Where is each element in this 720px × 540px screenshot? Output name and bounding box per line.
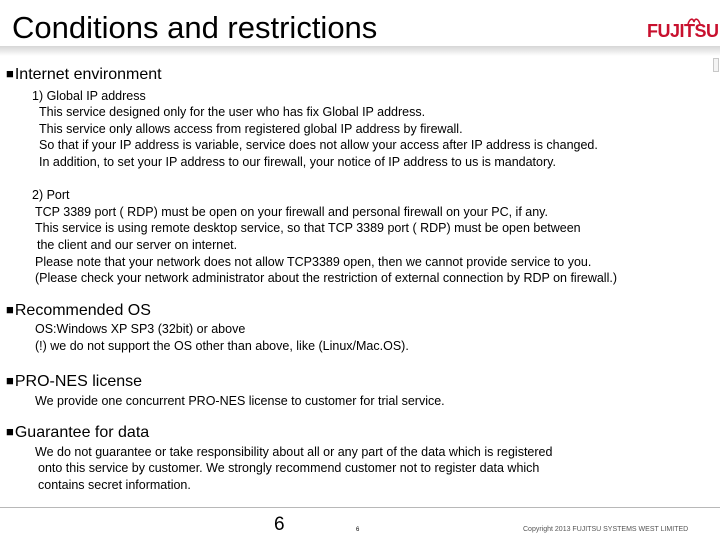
body-line: This service only allows access from registered global IP address by firewall. <box>39 122 463 136</box>
section-heading-label: Guarantee for data <box>14 424 150 441</box>
body-line: So that if your IP address is variable, service does not allow your access after IP address is changed. <box>39 138 598 152</box>
body-line: contains secret information. <box>38 478 191 492</box>
section-heading-guarantee <box>6 424 149 442</box>
footer-divider <box>0 507 720 508</box>
page-number: 6 <box>274 514 285 535</box>
fujitsu-logo <box>647 18 719 44</box>
square-bullet-icon: ■ <box>6 373 14 388</box>
section-heading-os <box>6 302 151 320</box>
body-line: This service is using remote desktop service, so that TCP 3389 port ( RDP) must be open between <box>35 221 581 235</box>
square-bullet-icon: ■ <box>6 66 14 81</box>
section-heading-internet <box>6 66 162 84</box>
square-bullet-icon: ■ <box>6 424 14 439</box>
body-line: 2) Port <box>32 188 70 202</box>
section-heading-license <box>6 373 142 391</box>
body-line: We do not guarantee or take responsibility about all or any part of the data which is registered <box>35 445 553 459</box>
scrollbar-thumb[interactable] <box>713 58 719 72</box>
logo-infinity-mark <box>687 18 701 26</box>
scrollbar[interactable] <box>712 58 720 498</box>
body-line: We provide one concurrent PRO-NES license to customer for trial service. <box>35 394 445 408</box>
title-divider <box>0 46 720 56</box>
body-line: 1) Global IP address <box>32 89 146 103</box>
body-line: Please note that your network does not allow TCP3389 open, then we cannot provide service to you. <box>35 255 592 269</box>
logo-text: FUJITSU <box>647 21 719 41</box>
body-line: In addition, to set your IP address to our firewall, your notice of IP address to us is mandatory. <box>39 155 556 169</box>
body-line: onto this service by customer. We strongly recommend customer not to register data which <box>38 461 540 475</box>
body-line: TCP 3389 port ( RDP) must be open on your firewall and personal firewall on your PC, if any. <box>35 205 548 219</box>
page-number-small: 6 <box>356 527 360 533</box>
section-heading-label: Internet environment <box>14 66 162 83</box>
copyright-notice: Copyright 2013 FUJITSU SYSTEMS WEST LIMITED <box>523 526 689 533</box>
body-line: OS:Windows XP SP3 (32bit) or above <box>35 322 246 336</box>
body-line: This service designed only for the user who has fix Global IP address. <box>39 105 426 119</box>
slide-title: Conditions and restrictions <box>12 10 378 45</box>
section-heading-label: Recommended OS <box>14 302 151 319</box>
body-line: (!) we do not support the OS other than above, like (Linux/Mac.OS). <box>35 339 409 353</box>
body-line: (Please check your network administrator about the restriction of external connection by RDP on firewall.) <box>35 271 617 285</box>
square-bullet-icon: ■ <box>6 302 14 317</box>
section-heading-label: PRO-NES license <box>14 373 143 390</box>
body-line: the client and our server on internet. <box>37 238 238 252</box>
